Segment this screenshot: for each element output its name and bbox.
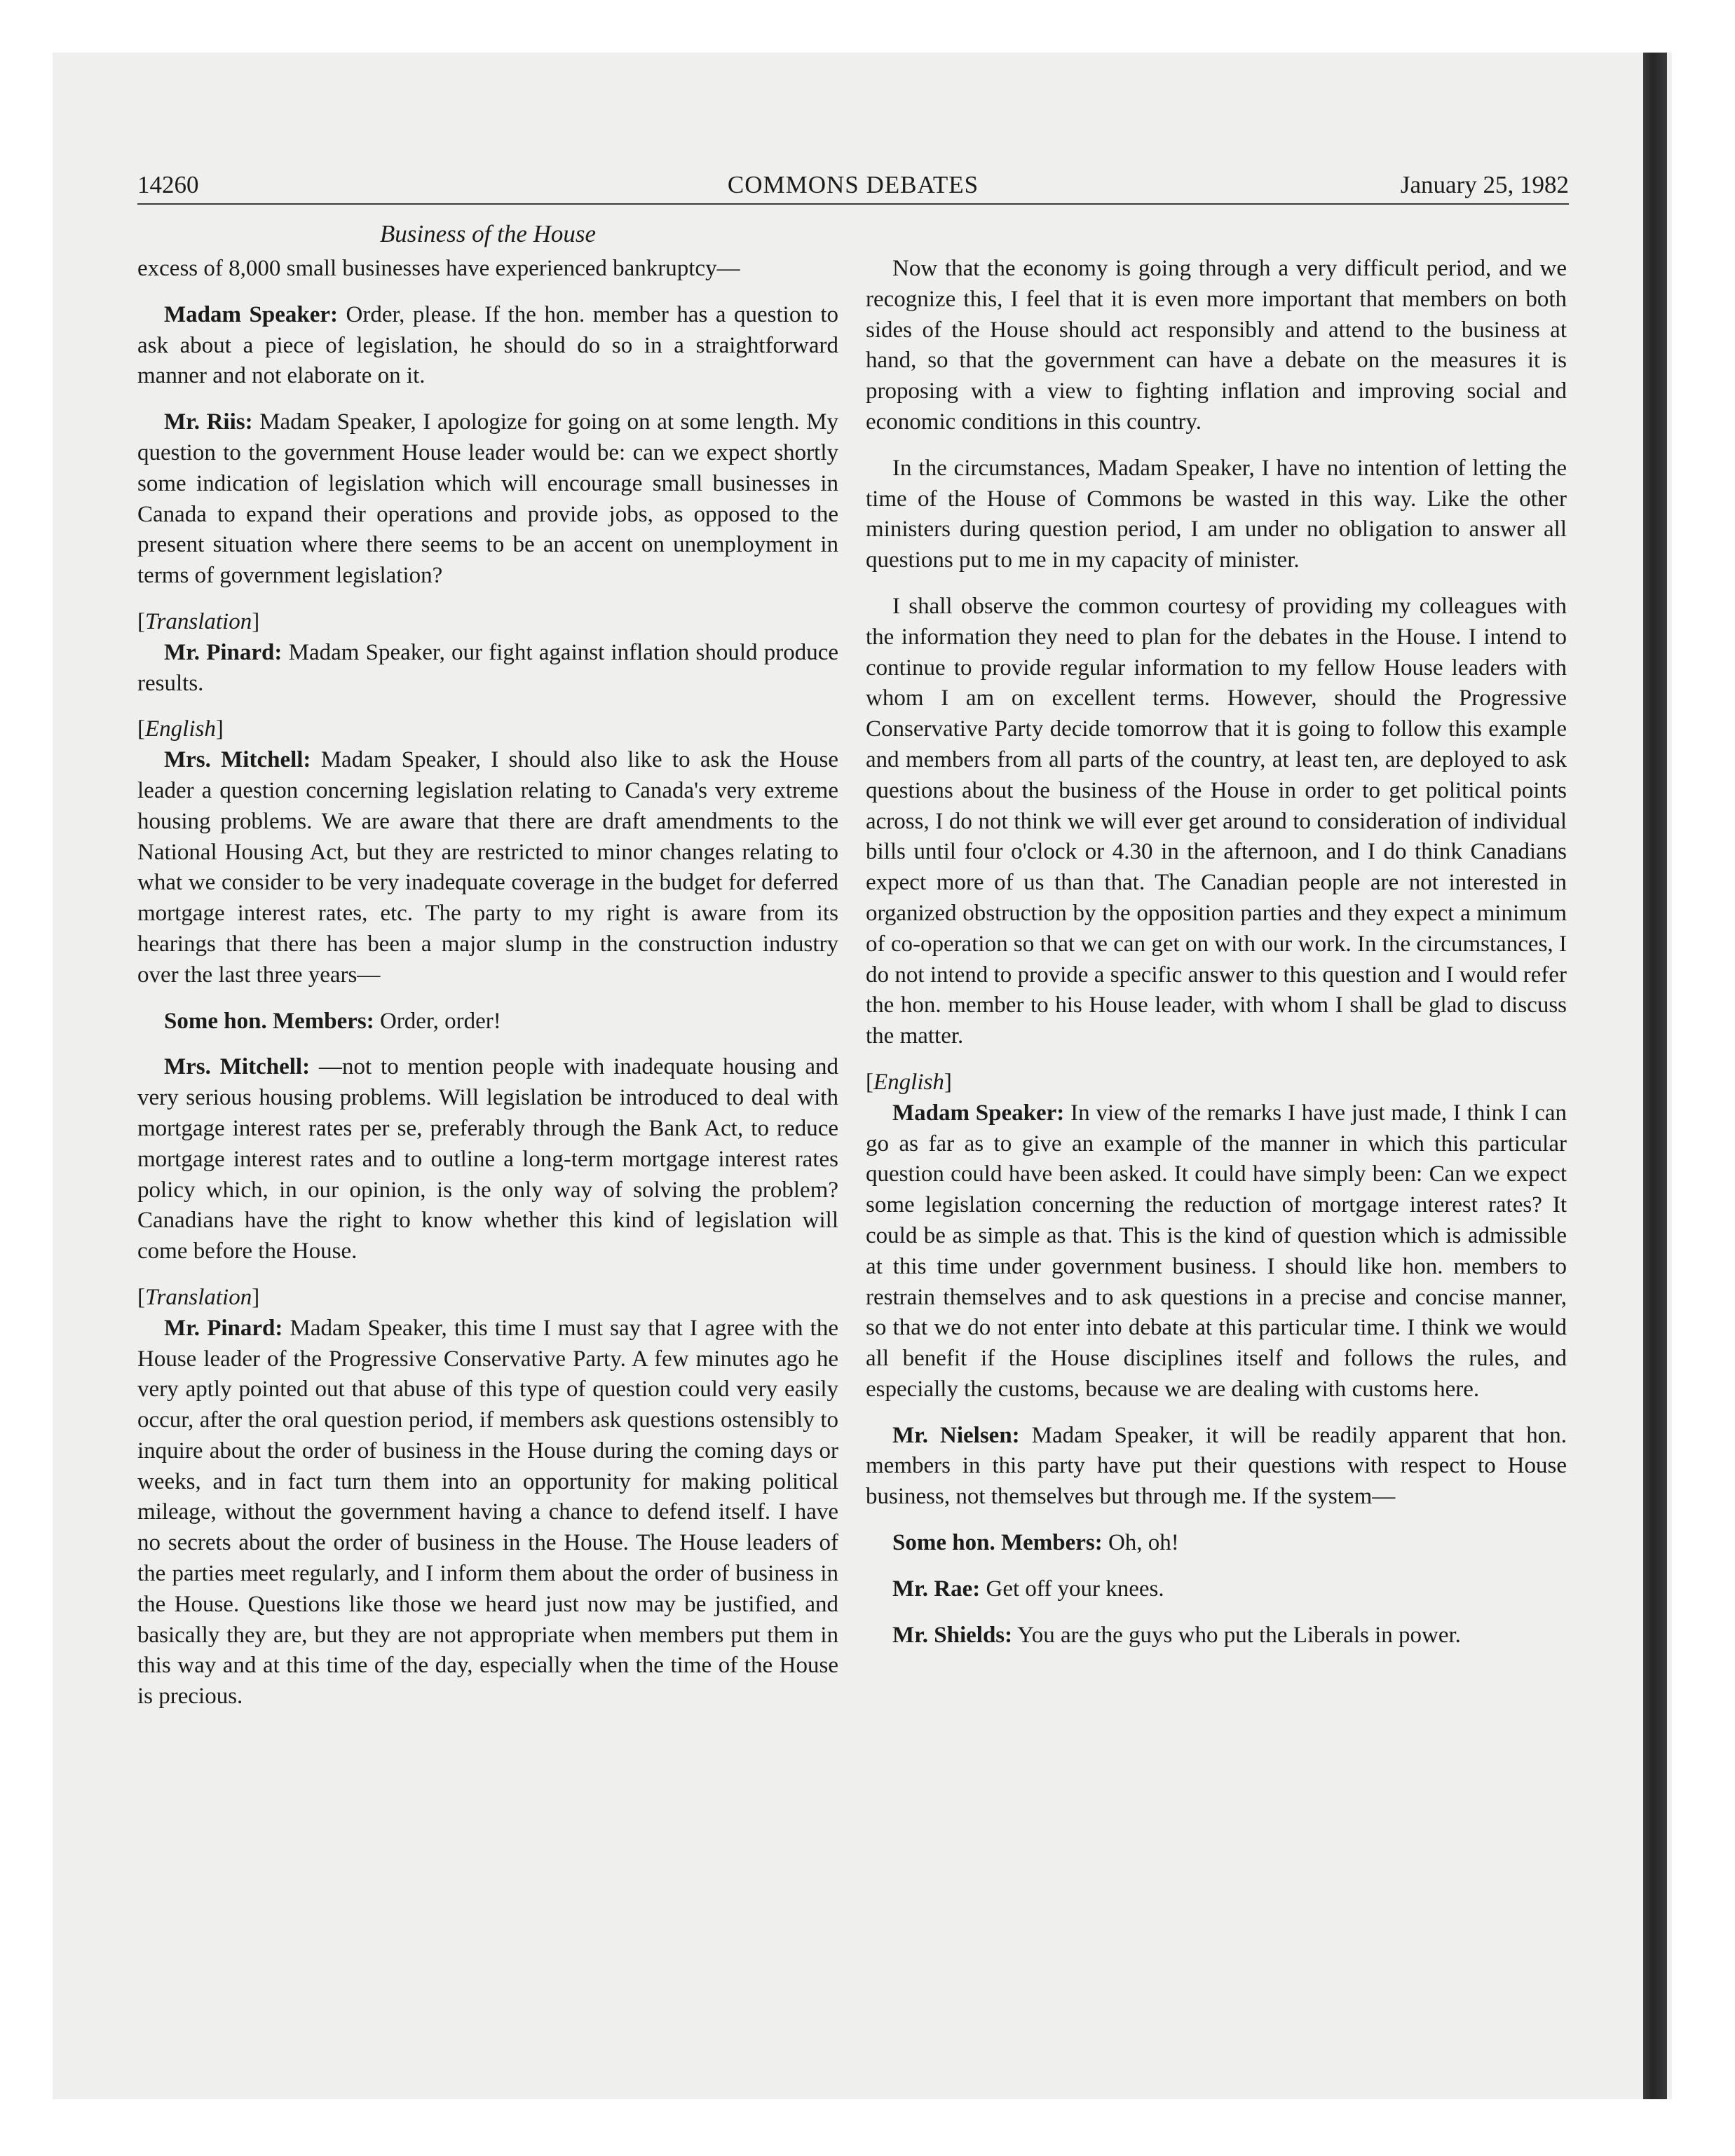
paragraph: I shall observe the common courtesy of providing my colleagues with the information they need to plan for the debates in the House. I intend to continue to provide regular information to my fellow House leaders with whom I am on excellent terms. However, should the Progressive Conservative Party decide tomorrow that it is going to follow this example and members from all parts of the country, at least ten, are deployed to ask questions about the business of the House in order to get political points across, I do not think we will ever get around to consideration of individual bills until four o'clock or 4.30 in the afternoon, and I do think Canadians expect more of us than that. The Canadian people are not interested in organized obstruction by the opposition parties and they expect a minimum of co-operation so that we can get on with our work. In the circumstances, I do not intend to provide a specific answer to this question and I would refer the hon. member to his House leader, with whom I shall be glad to discuss the matter. xyxy=(866,593,1567,1049)
page-header xyxy=(137,167,1569,205)
paragraph: Now that the economy is going through a very difficult period, and we recognize this, I feel that it is even more important that members on both sides of the House should act responsibly and attend to the business at hand, so that the government can have a debate on the measures it is proposing with a view to fighting inflation and improving social and economic conditions in this country. xyxy=(866,256,1567,435)
speaker-name: Mrs. Mitchell: xyxy=(164,747,311,773)
speech-text: Madam Speaker, I should also like to ask the House leader a question concerning legislation relating to Canada's very extreme housing problems. We are aware that there are draft amendments to the National Housing Act, but they are restricted to minor changes relating to what we consider to be very inadequate coverage in the budget for deferred mortgage interest rates, etc. The party to my right is aware from its hearings that there has been a major slump in the construction industry over the last three years— xyxy=(137,747,839,988)
language-tag: [Translation] xyxy=(137,608,260,634)
speech-text: Order, please. If the hon. member has a question to ask about a piece of legislation, he should do so in a straightforward manner and not elaborate on it. xyxy=(137,301,838,389)
page-number: 14260 xyxy=(137,171,199,198)
speech-paragraph xyxy=(137,300,838,392)
speech-paragraph xyxy=(137,638,838,700)
speaker-name: Some hon. Members: xyxy=(892,1530,1103,1556)
speech-text: Madam Speaker, our fight against inflation should produce results. xyxy=(137,639,838,696)
left-column xyxy=(137,254,838,1728)
speaker-name: Madam Speaker: xyxy=(892,1100,1065,1126)
speaker-name: Mr. Pinard: xyxy=(164,1315,283,1341)
speech-text: You are the guys who put the Liberals in power. xyxy=(1012,1622,1461,1648)
speaker-name: Mr. Nielsen: xyxy=(892,1422,1020,1448)
speech-paragraph xyxy=(137,745,838,990)
speech-paragraph xyxy=(866,1098,1567,1405)
speech-paragraph xyxy=(866,1421,1567,1513)
scan-edge-shadow xyxy=(1643,53,1667,2099)
speech-text: Order, order! xyxy=(374,1008,501,1034)
speech-paragraph xyxy=(137,1052,838,1267)
speech-paragraph xyxy=(137,1314,838,1712)
speech-paragraph xyxy=(137,407,838,592)
speech-text: Get off your knees. xyxy=(980,1576,1164,1602)
speaker-name: Madam Speaker: xyxy=(164,301,338,327)
speech-text: Madam Speaker, I apologize for going on at some length. My question to the government House leader would be: can we expect shortly some indication of legislation which will encourage small businesses in Canada to expand their operations and provide jobs, as opposed to the present situation where there seems to be an accent on unemployment in terms of government legislation? xyxy=(137,409,839,589)
language-tag: [English] xyxy=(866,1069,952,1095)
language-tag: [Translation] xyxy=(137,1284,260,1310)
speaker-name: Mr. Pinard: xyxy=(164,639,283,665)
section-title: Business of the House xyxy=(379,220,597,247)
paragraph: excess of 8,000 small businesses have experienced bankruptcy— xyxy=(137,256,740,281)
speech-paragraph xyxy=(137,1007,838,1037)
speaker-name: Mr. Rae: xyxy=(892,1576,981,1602)
language-tag: [English] xyxy=(137,716,224,742)
speech-text: —not to mention people with inadequate housing and very serious housing problems. Will legislation be introduced to deal with mortgage interest rates per se, preferably through the Bank Act, to reduce mortgage interest rates and to outline a long-term mortgage interest rates policy which, in our opinion, is the only way of solving the problem? Canadians have the right to know whether this kind of legislation will come before the House. xyxy=(137,1054,839,1264)
speaker-name: Mr. Riis: xyxy=(164,409,253,435)
speaker-name: Mr. Shields: xyxy=(892,1622,1013,1648)
publication-title: COMMONS DEBATES xyxy=(727,171,979,198)
speech-text: Madam Speaker, this time I must say that I agree with the House leader of the Progressive Conservative Party. A few minutes ago he very aptly pointed out that abuse of this type of question could very easily occur, after the oral question period, if members ask questions ostensibly to inquire about the order of business in the House during the coming days or weeks, and in fact turn them into an opportunity for making political mileage, without the government having a chance to defend itself. I have no secrets about the order of business in the House. The House leaders of the parties meet regularly, and I inform them about the order of business in the House. Questions like those we heard just now may be justified, and basically they are, but they are not appropriate when members put them in this way and at this time of the day, especially when the time of the House is precious. xyxy=(137,1315,838,1710)
page-date: January 25, 1982 xyxy=(1400,171,1569,198)
speech-paragraph xyxy=(866,1574,1567,1605)
speech-text: Madam Speaker, it will be readily apparent that hon. members in this party have put their questions with respect to House business, not themselves but through me. If the system— xyxy=(866,1422,1567,1510)
speaker-name: Mrs. Mitchell: xyxy=(164,1054,311,1080)
speech-paragraph xyxy=(866,1621,1567,1651)
paragraph: In the circumstances, Madam Speaker, I have no intention of letting the time of the House of Commons be wasted in this way. Like the other ministers during question period, I am under no obligation to answer all questions put to me in my capacity of minister. xyxy=(866,455,1567,573)
speech-text: In view of the remarks I have just made, I think I can go as far as to give an example of the manner in which this particular question could have been asked. It could have simply been: Can we expect some legislation concerning the reduction of mortgage interest rates? It could be as simple as that. This is the kind of question which is admissible at this time under government business. I should like hon. members to restrain themselves and to ask questions in a precise and concise manner, so that we do not enter into debate at this particular time. I think we would all benefit if the House disciplines itself and follows the rules, and especially the customs, because we are dealing with customs here. xyxy=(866,1100,1567,1402)
speech-paragraph xyxy=(866,1528,1567,1559)
speech-text: Oh, oh! xyxy=(1102,1530,1179,1556)
speaker-name: Some hon. Members: xyxy=(164,1008,374,1034)
right-column xyxy=(866,254,1567,1666)
